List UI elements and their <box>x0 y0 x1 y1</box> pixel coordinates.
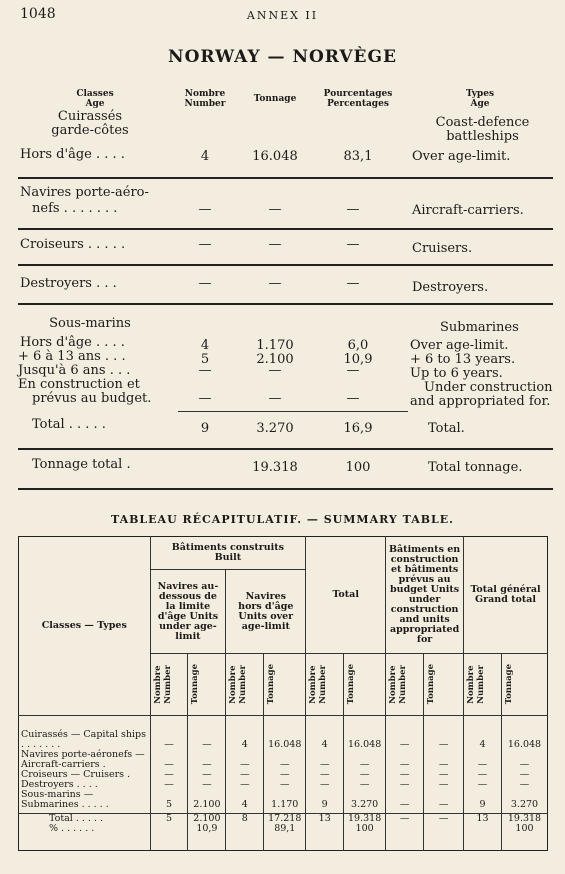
summary-cell: — <box>188 730 226 750</box>
summary-cell: — <box>264 750 306 770</box>
tonnage-header: Tonnage <box>190 664 201 705</box>
navires-label-1: Navires porte-aéro- <box>20 185 149 200</box>
summary-cell: — <box>386 790 424 810</box>
summary-cell: — <box>150 770 188 780</box>
summary-pct-cell: 100 <box>344 824 386 850</box>
summary-pct-cell: 10,9 <box>188 824 226 850</box>
summary-cell: — <box>226 770 264 780</box>
dash: — <box>198 202 212 217</box>
hors-age-pct: 83,1 <box>343 149 373 164</box>
header-classes <box>55 89 135 109</box>
header-nombre-fr: Nombre <box>184 89 226 99</box>
built-header-en: Built <box>214 552 242 563</box>
summary-row <box>19 730 548 750</box>
summary-total-cell: 19.318 <box>344 814 386 825</box>
summary-row <box>19 750 548 770</box>
summary-total-label: Total . . . . . <box>49 813 104 824</box>
summary-cell: 4 <box>226 790 264 810</box>
summary-pct-cell: 100 <box>501 824 547 850</box>
over-age-limit: Over age-limit. <box>412 149 511 164</box>
summary-cell: 16.048 <box>501 730 547 750</box>
summary-table <box>18 536 548 851</box>
sm-row-3-fr: Jusqu'à 6 ans . . . <box>18 363 131 378</box>
summary-total-cell: — <box>424 814 464 825</box>
header-nombre <box>175 89 235 109</box>
cruisers-label: Cruisers. <box>412 241 473 256</box>
summary-total-cell: 17.218 <box>264 814 306 825</box>
summary-pct-cell <box>306 824 344 850</box>
coast-label-2: battleships <box>446 129 519 144</box>
summary-cell: — <box>464 780 502 790</box>
en-construction-1: En construction et <box>18 377 140 392</box>
rule <box>18 228 553 230</box>
summary-cell: — <box>150 780 188 790</box>
tonnage-total-fr: Tonnage total . <box>32 457 131 472</box>
header-tonnage: Tonnage <box>253 94 297 104</box>
summary-total-cell: 13 <box>306 814 344 825</box>
nombre-number-header: Nombre Number <box>466 665 487 704</box>
rule <box>18 488 553 490</box>
summary-cell: — <box>306 780 344 790</box>
summary-pct-cell <box>226 824 264 850</box>
sm-row-2-pct: 10,9 <box>343 352 373 367</box>
sm-row-3-pct: — <box>346 363 360 378</box>
summary-cell: 4 <box>226 730 264 750</box>
summary-row <box>19 770 548 780</box>
nombre-number-header: Nombre Number <box>308 665 329 704</box>
header-number-en: Number <box>184 99 226 109</box>
summary-cell: 4 <box>306 730 344 750</box>
header-classes-fr: Classes <box>76 89 114 99</box>
summary-row <box>19 790 548 810</box>
summary-cell: — <box>424 750 464 770</box>
header-percentages-en: Percentages <box>327 99 389 109</box>
dash: — <box>198 391 212 406</box>
summary-row-label: Sous-marins — Submarines . . . . . <box>21 788 109 810</box>
dash: — <box>268 202 282 217</box>
total-tonnage: 3.270 <box>256 421 294 436</box>
summary-pct-cell <box>386 824 424 850</box>
dash: — <box>346 202 360 217</box>
summary-cell: 9 <box>306 790 344 810</box>
summary-cell: — <box>150 750 188 770</box>
subtotal-rule <box>178 411 408 412</box>
tonnage-header: Tonnage <box>266 664 277 705</box>
dash: — <box>198 276 212 291</box>
summary-cell: — <box>501 780 547 790</box>
page-title: NORWAY — NORVÈGE <box>168 47 397 67</box>
section-coast-defence <box>425 116 540 144</box>
summary-cell: — <box>188 770 226 780</box>
summary-cell: — <box>306 770 344 780</box>
tonnage-total-value: 19.318 <box>252 460 298 475</box>
hors-age-nombre: 4 <box>200 149 210 164</box>
summary-total-cell: 13 <box>464 814 502 825</box>
summary-total-cell: 5 <box>150 814 188 825</box>
summary-row-label: Navires porte-aéronefs — Aircraft-carriers . <box>21 748 145 770</box>
header-age-en: Age <box>470 99 490 109</box>
cuirasses-label-2: garde-côtes <box>51 123 129 138</box>
summary-cell: — <box>344 750 386 770</box>
header-pourcentages-fr: Pourcentages <box>323 89 393 99</box>
dash: — <box>268 391 282 406</box>
header-age-fr: Age <box>85 99 105 109</box>
total-pct: 16,9 <box>343 421 373 436</box>
navires-label-2: nefs . . . . . . . <box>32 201 118 216</box>
total-fr: Total . . . . . <box>32 417 106 432</box>
dash: — <box>268 276 282 291</box>
en-construction-2: prévus au budget. <box>32 391 152 406</box>
dash: — <box>346 276 360 291</box>
sm-row-1-nombre: 4 <box>200 338 210 353</box>
summary-cell: — <box>464 750 502 770</box>
sm-row-1-fr: Hors d'âge . . . . <box>20 335 125 350</box>
under-limit-header: Navires au-dessous de la limite d'âge Units under age-limit <box>150 570 226 654</box>
header-types-en: Types <box>465 89 495 99</box>
sm-row-2-nombre: 5 <box>200 352 210 367</box>
summary-row-label: Croiseurs — Cruisers . <box>21 768 131 780</box>
summary-pct-cell <box>464 824 502 850</box>
cuirasses-label-1: Cuirassés <box>57 109 123 124</box>
sm-row-2-tonnage: 2.100 <box>256 352 294 367</box>
summary-cell: — <box>344 770 386 780</box>
tonnage-total-en: Total tonnage. <box>428 460 523 475</box>
dash: — <box>346 391 360 406</box>
dash: — <box>268 237 282 252</box>
summary-total-cell: — <box>386 814 424 825</box>
summary-cell: — <box>501 750 547 770</box>
sm-row-3-en: Up to 6 years. <box>410 366 503 381</box>
rule <box>18 177 553 179</box>
rule <box>18 448 553 450</box>
submarines-label: Submarines <box>440 320 519 335</box>
summary-cell: 5 <box>150 790 188 810</box>
summary-body <box>19 730 548 810</box>
sm-row-1-pct: 6,0 <box>347 338 369 353</box>
summary-cell: 4 <box>464 730 502 750</box>
summary-row-label: Destroyers . . . . <box>21 778 98 790</box>
sm-row-1-en: Over age-limit. <box>410 338 509 353</box>
summary-cell: — <box>424 780 464 790</box>
summary-cell: — <box>264 770 306 780</box>
summary-spacer <box>19 716 548 730</box>
header-types <box>440 89 520 109</box>
croiseurs-label: Croiseurs . . . . . <box>20 237 126 252</box>
sm-row-2-fr: + 6 à 13 ans . . . <box>18 349 126 364</box>
total-header: Total <box>306 537 386 654</box>
hors-age-tonnage: 16.048 <box>252 149 298 164</box>
summary-pct-cell <box>150 824 188 850</box>
summary-cell: — <box>188 780 226 790</box>
classes-types-header: Classes — Types <box>41 620 127 631</box>
summary-cell: — <box>424 730 464 750</box>
running-head: ANNEX II <box>246 9 319 22</box>
summary-cell: — <box>226 750 264 770</box>
dash: — <box>346 237 360 252</box>
rule <box>18 264 553 266</box>
summary-total-cell: 2.100 <box>188 814 226 825</box>
summary-cell: — <box>188 750 226 770</box>
destroyers-en: Destroyers. <box>412 280 489 295</box>
summary-cell: — <box>424 790 464 810</box>
tonnage-header: Tonnage <box>503 664 514 705</box>
summary-cell: 3.270 <box>501 790 547 810</box>
nombre-number-header: Nombre Number <box>228 665 249 704</box>
summary-pct-cell <box>424 824 464 850</box>
total-nombre: 9 <box>200 421 210 436</box>
summary-cell: — <box>386 770 424 780</box>
summary-title: TABLEAU RÉCAPITULATIF. — SUMMARY TABLE. <box>111 513 454 526</box>
summary-cell: — <box>150 730 188 750</box>
summary-cell: 2.100 <box>188 790 226 810</box>
summary-cell: — <box>226 780 264 790</box>
summary-cell: — <box>464 770 502 780</box>
tonnage-header: Tonnage <box>346 664 357 705</box>
summary-cell: — <box>386 750 424 770</box>
section-cuirasses <box>20 110 160 138</box>
sm-row-3-tonnage: — <box>268 363 282 378</box>
summary-cell: — <box>344 780 386 790</box>
under-construction-2: and appropriated for. <box>410 394 551 409</box>
summary-cell: — <box>264 780 306 790</box>
built-header <box>150 537 306 570</box>
nombre-number-header: Nombre Number <box>152 665 173 704</box>
grand-total-header: Total général Grand total <box>464 537 548 654</box>
summary-cell: — <box>424 770 464 780</box>
dash: — <box>198 237 212 252</box>
sous-marins-label: Sous-marins <box>49 316 131 331</box>
tonnage-total-pct: 100 <box>345 460 371 475</box>
sm-row-3-nombre: — <box>198 363 212 378</box>
sm-row-1-tonnage: 1.170 <box>256 338 294 353</box>
page-number: 1048 <box>20 6 56 22</box>
rule <box>18 303 553 305</box>
nombre-number-header: Nombre Number <box>388 665 409 704</box>
summary-cell: — <box>386 780 424 790</box>
total-en: Total. <box>428 421 465 436</box>
sm-row-2-en: + 6 to 13 years. <box>410 352 516 367</box>
summary-pct-label: % . . . . . . <box>49 823 95 834</box>
under-construction-1: Under construction <box>424 380 553 395</box>
row-hors-age: Hors d'âge . . . . <box>20 147 125 162</box>
summary-row-label: Cuirassés — Capital ships . . . . . . . <box>21 728 146 750</box>
summary-cell: 1.170 <box>264 790 306 810</box>
summary-total-cell: 8 <box>226 814 264 825</box>
summary-cell: — <box>306 750 344 770</box>
summary-cell: — <box>386 730 424 750</box>
summary-cell: 16.048 <box>264 730 306 750</box>
construction-header: Bâtiments en construction et bâtiments prévus au budget Units under construction and units appropriated for <box>386 537 464 654</box>
tonnage-header: Tonnage <box>426 664 437 705</box>
aircraft-carriers: Aircraft-carriers. <box>412 203 524 218</box>
coast-label-1: Coast-defence <box>435 115 530 130</box>
built-header-fr: Bâtiments construits <box>171 542 285 553</box>
summary-pct-cell: 89,1 <box>264 824 306 850</box>
header-percentages <box>318 89 398 109</box>
summary-row <box>19 780 548 790</box>
over-limit-header: Navires hors d'âge Units over age-limit <box>226 570 306 654</box>
summary-pct-row <box>19 824 548 850</box>
summary-cell: 3.270 <box>344 790 386 810</box>
destroyers-fr: Destroyers . . . <box>20 276 117 291</box>
summary-cell: 9 <box>464 790 502 810</box>
summary-cell: — <box>501 770 547 780</box>
summary-cell: 16.048 <box>344 730 386 750</box>
summary-total-cell: 19.318 <box>501 814 547 825</box>
summary-header-row-1 <box>19 537 548 570</box>
